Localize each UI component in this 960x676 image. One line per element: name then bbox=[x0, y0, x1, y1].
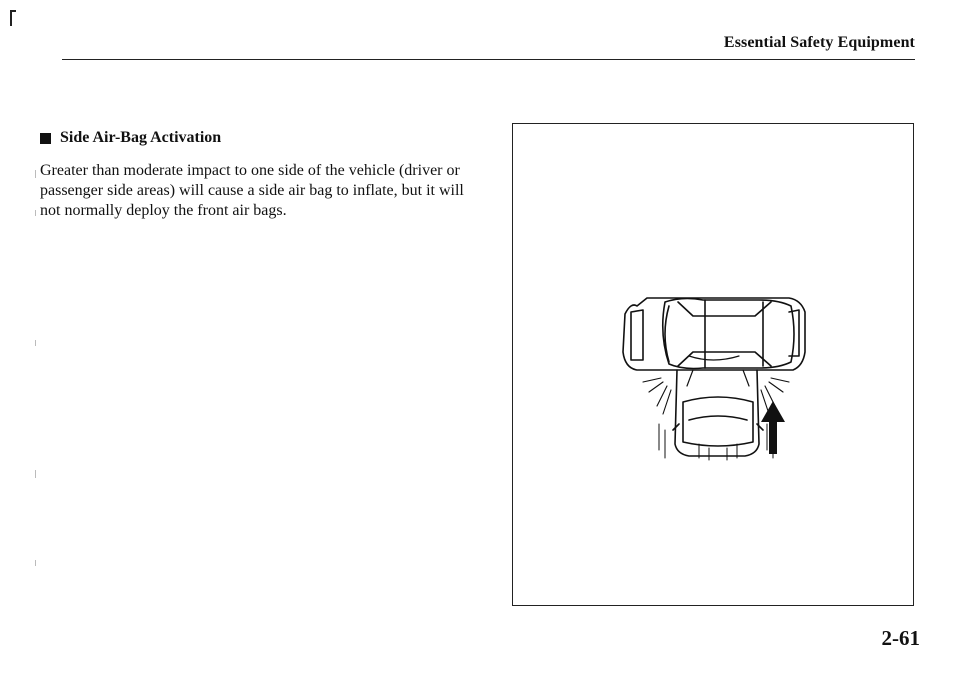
page-number: 2-61 bbox=[881, 626, 920, 650]
section-body-text: Greater than moderate impact to one side of the vehicle (driver or passenger side areas) will cause a side air bag to inflate, but it will not normally deploy the front air bags. bbox=[40, 162, 464, 219]
section-heading bbox=[40, 129, 480, 147]
side-impact-illustration-icon bbox=[513, 124, 915, 607]
square-bullet-icon bbox=[40, 133, 51, 144]
side-impact-figure bbox=[512, 123, 914, 606]
header-rule bbox=[62, 59, 915, 60]
side-airbag-section bbox=[40, 129, 480, 221]
corner-crop-mark bbox=[10, 10, 16, 26]
section-heading-text: Side Air-Bag Activation bbox=[60, 129, 222, 146]
running-header-title: Essential Safety Equipment bbox=[723, 34, 915, 51]
